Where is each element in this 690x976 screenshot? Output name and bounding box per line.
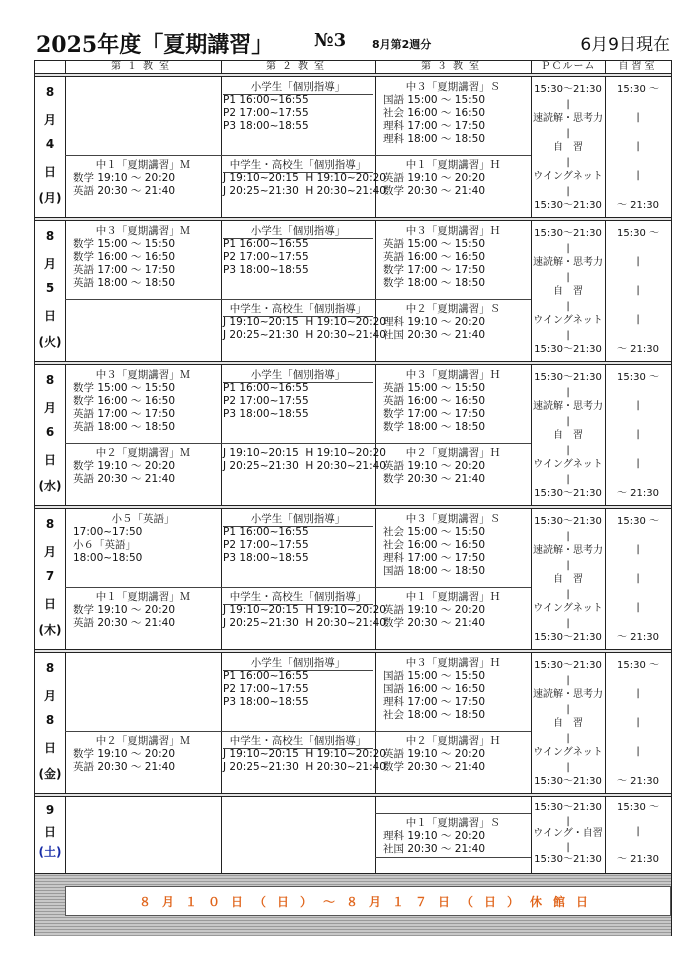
inner-rule: [223, 316, 373, 317]
continuation-mark: |: [636, 458, 640, 469]
pc-room-item: 15:30～21:30: [534, 776, 602, 787]
continuation-mark: |: [636, 746, 640, 757]
session-time: 数学 17:00 ～ 17:50: [383, 408, 486, 420]
closed-period-box: [65, 886, 671, 916]
inner-rule: [223, 382, 373, 383]
session-time: 英語 19:10 ～ 20:20: [383, 460, 486, 472]
pc-room-item: ウイングネット: [533, 459, 603, 470]
day-char: 8: [45, 229, 55, 243]
day-char: 月: [43, 689, 56, 703]
session-time: 理科 19:10 ～ 20:20: [383, 830, 486, 842]
continuation-mark: |: [636, 112, 640, 123]
session-time: J 19:10~20:15 H 19:10~20:20: [223, 604, 386, 616]
continuation-mark: |: [636, 285, 640, 296]
session-time: 社会 16:00 ～ 16:50: [383, 107, 486, 119]
session-time: 国語 16:00 ～ 16:50: [383, 683, 486, 695]
session-time: P1 16:00~16:55: [223, 94, 309, 106]
session-title: 中２「夏期講習」Ｍ: [95, 735, 191, 747]
session-title: 中学生・高校生「個別指導」: [229, 735, 367, 747]
session-time: 国語 15:00 ～ 15:50: [383, 670, 486, 682]
continuation-mark: |: [636, 256, 640, 267]
session-time: J 20:25~21:30 H 20:30~21:40: [223, 617, 386, 629]
as-of-date: 6月9日現在: [580, 35, 670, 55]
schedule-table: [34, 60, 672, 936]
study-room-time: ～ 21:30: [617, 776, 659, 787]
pc-room-item: 15:30～21:30: [534, 660, 602, 671]
page-header: [36, 26, 672, 62]
weekday: (金): [38, 767, 62, 781]
day-label: [35, 363, 65, 503]
session-title: 中３「夏期講習」Ｍ: [95, 225, 191, 237]
pc-room-item: 自 習: [553, 718, 583, 729]
session-time: P3 18:00~18:55: [223, 696, 309, 708]
page-title: 2025年度「夏期講習」: [36, 32, 274, 58]
session-time: P2 17:00~17:55: [223, 539, 309, 551]
session-time: 理科 17:00 ～ 17:50: [383, 120, 486, 132]
continuation-mark: |: [566, 329, 570, 341]
day-char: 日: [43, 741, 56, 755]
session-time: P1 16:00~16:55: [223, 382, 309, 394]
day-separator: [35, 649, 671, 653]
session-time: 数学 17:00 ～ 17:50: [383, 264, 486, 276]
session-time: 英語 17:00 ～ 17:50: [73, 264, 176, 276]
session-time: 理科 19:10 ～ 20:20: [383, 316, 486, 328]
continuation-mark: |: [566, 732, 570, 744]
session-title: 中１「夏期講習」Ｈ: [405, 159, 501, 171]
pc-room-item: ウイングネット: [533, 171, 603, 182]
session-time: P1 16:00~16:55: [223, 238, 309, 250]
day-label: [35, 651, 65, 791]
study-room-time: 15:30 ～: [617, 372, 659, 383]
study-room-time: 15:30 ～: [617, 660, 659, 671]
session-time: 17:00~17:50: [73, 526, 143, 538]
session-title: 中２「夏期講習」Ｓ: [405, 303, 501, 315]
session-title: 小学生「個別指導」: [250, 657, 346, 669]
day-char: 日: [43, 825, 56, 839]
closed-period-notice: ８月１０日（日）～８月１７日（日）休館日: [138, 895, 599, 909]
continuation-mark: |: [636, 170, 640, 181]
session-divider: [65, 299, 221, 300]
column-divider: [65, 61, 66, 873]
session-title: 中３「夏期講習」Ｈ: [405, 369, 501, 381]
session-time: 英語 20:30 ～ 21:40: [73, 473, 176, 485]
day-char: 8: [45, 713, 55, 727]
session-time: 英語 20:30 ～ 21:40: [73, 761, 176, 773]
weekday: (木): [38, 623, 62, 637]
session-time: 英語 16:00 ～ 16:50: [383, 395, 486, 407]
continuation-mark: |: [566, 473, 570, 485]
continuation-mark: |: [636, 400, 640, 411]
pc-room-item: 15:30～21:30: [534, 84, 602, 95]
day-label: [35, 507, 65, 647]
session-time: 英語 18:00 ～ 18:50: [73, 277, 176, 289]
session-time: 英語 19:10 ～ 20:20: [383, 172, 486, 184]
pc-room-item: 15:30～21:30: [534, 228, 602, 239]
day-separator: [35, 361, 671, 365]
day-char: 日: [43, 309, 56, 323]
pc-room-item: 速読解・思考力: [533, 113, 603, 124]
continuation-mark: |: [636, 688, 640, 699]
pc-room-item: ウイングネット: [533, 747, 603, 758]
session-time: J 20:25~21:30 H 20:30~21:40: [223, 329, 386, 341]
session-divider: [221, 587, 375, 588]
weekday: (土): [38, 845, 62, 859]
day-char: 5: [45, 281, 55, 295]
session-time: P1 16:00~16:55: [223, 526, 309, 538]
session-time: P3 18:00~18:55: [223, 408, 309, 420]
session-divider: [375, 155, 531, 156]
pc-room-item: 自 習: [553, 142, 583, 153]
session-time: 理科 17:00 ～ 17:50: [383, 552, 486, 564]
session-time: 英語 17:00 ～ 17:50: [73, 408, 176, 420]
session-title: 中２「夏期講習」Ｍ: [95, 447, 191, 459]
continuation-mark: |: [566, 703, 570, 715]
study-room-time: 15:30 ～: [617, 228, 659, 239]
session-divider: [221, 443, 375, 444]
pc-room-item: 速読解・思考力: [533, 689, 603, 700]
continuation-mark: |: [566, 98, 570, 110]
session-time: 英語 20:30 ～ 21:40: [73, 185, 176, 197]
continuation-mark: |: [636, 826, 640, 837]
day-char: 6: [45, 425, 55, 439]
study-room-time: ～ 21:30: [617, 488, 659, 499]
session-time: 社会 15:00 ～ 15:50: [383, 526, 486, 538]
session-time: 英語 15:00 ～ 15:50: [383, 238, 486, 250]
study-room-time: 15:30 ～: [617, 802, 659, 813]
column-header-pc-room: ＰＣルーム: [531, 61, 605, 74]
study-room-time: ～ 21:30: [617, 632, 659, 643]
session-title: 小学生「個別指導」: [250, 513, 346, 525]
continuation-mark: |: [566, 588, 570, 600]
day-label: [35, 219, 65, 359]
session-time: 英語 16:00 ～ 16:50: [383, 251, 486, 263]
column-header-room3: 第３教室: [375, 61, 531, 74]
day-char: 4: [45, 137, 55, 151]
session-time: 数学 18:00 ～ 18:50: [383, 277, 486, 289]
session-time: 数学 20:30 ～ 21:40: [383, 185, 486, 197]
session-time: 国語 18:00 ～ 18:50: [383, 565, 486, 577]
session-title: 小学生「個別指導」: [250, 81, 346, 93]
continuation-mark: |: [566, 761, 570, 773]
study-room-time: 15:30 ～: [617, 516, 659, 527]
continuation-mark: |: [566, 415, 570, 427]
session-time: 数学 20:30 ～ 21:40: [383, 617, 486, 629]
session-time: P2 17:00~17:55: [223, 683, 309, 695]
pc-room-item: 15:30～21:30: [534, 632, 602, 643]
pc-room-item: 15:30～21:30: [534, 802, 602, 813]
session-title: 中学生・高校生「個別指導」: [229, 591, 367, 603]
session-time: 社国 20:30 ～ 21:40: [383, 843, 486, 855]
session-time: 数学 19:10 ～ 20:20: [73, 172, 176, 184]
day-char: 9: [45, 803, 55, 817]
session-title: 中３「夏期講習」Ｈ: [405, 225, 501, 237]
study-room-time: ～ 21:30: [617, 854, 659, 865]
session-time: 数学 16:00 ～ 16:50: [73, 251, 176, 263]
day-char: 日: [43, 597, 56, 611]
weekday: (月): [38, 191, 62, 205]
session-time: P2 17:00~17:55: [223, 107, 309, 119]
continuation-mark: |: [566, 530, 570, 542]
pc-room-item: 自 習: [553, 574, 583, 585]
session-title: 中３「夏期講習」Ｍ: [95, 369, 191, 381]
session-time: 社会 16:00 ～ 16:50: [383, 539, 486, 551]
session-time: 数学 15:00 ～ 15:50: [73, 238, 176, 250]
session-time: 英語 19:10 ～ 20:20: [383, 748, 486, 760]
pc-room-item: 15:30～21:30: [534, 488, 602, 499]
day-char: 月: [43, 113, 56, 127]
day-char: 8: [45, 373, 55, 387]
session-time: P2 17:00~17:55: [223, 251, 309, 263]
weekday: (水): [38, 479, 62, 493]
continuation-mark: |: [566, 127, 570, 139]
session-divider: [221, 731, 375, 732]
continuation-mark: |: [566, 559, 570, 571]
session-title: 中２「夏期講習」Ｈ: [405, 447, 501, 459]
inner-rule: [223, 238, 373, 239]
session-time: 社会 18:00 ～ 18:50: [383, 709, 486, 721]
session-divider: [375, 443, 531, 444]
session-title: 中学生・高校生「個別指導」: [229, 303, 367, 315]
session-divider: [65, 587, 221, 588]
session-title: J 19:10~20:15 H 19:10~20:20: [223, 447, 386, 459]
continuation-mark: |: [636, 602, 640, 613]
session-divider: [221, 299, 375, 300]
session-title: 中３「夏期講習」Ｓ: [405, 513, 501, 525]
day-char: 月: [43, 545, 56, 559]
week-subtitle: 8月第2週分: [372, 38, 432, 51]
session-time: P3 18:00~18:55: [223, 120, 309, 132]
session-time: P3 18:00~18:55: [223, 552, 309, 564]
session-time: 数学 20:30 ～ 21:40: [383, 761, 486, 773]
study-room-time: 15:30 ～: [617, 84, 659, 95]
pc-room-item: ウイング・自習: [533, 828, 603, 839]
continuation-mark: |: [636, 544, 640, 555]
session-time: 理科 17:00 ～ 17:50: [383, 696, 486, 708]
continuation-mark: |: [636, 717, 640, 728]
column-header-study-room: 自習室: [605, 61, 671, 74]
column-header-room2: 第２教室: [221, 61, 375, 74]
session-time: 小６「英語」: [73, 539, 136, 551]
session-title: 小５「英語」: [111, 513, 175, 525]
session-title: 中３「夏期講習」Ｓ: [405, 81, 501, 93]
pc-room-item: 15:30～21:30: [534, 200, 602, 211]
session-time: 数学 18:00 ～ 18:50: [383, 421, 486, 433]
session-time: 数学 19:10 ～ 20:20: [73, 460, 176, 472]
day-separator: [35, 505, 671, 509]
continuation-mark: |: [566, 300, 570, 312]
inner-rule: [223, 670, 373, 671]
session-time: 数学 15:00 ～ 15:50: [73, 382, 176, 394]
pc-room-item: 自 習: [553, 286, 583, 297]
continuation-mark: |: [636, 573, 640, 584]
session-divider: [375, 813, 531, 814]
continuation-mark: |: [566, 842, 570, 853]
inner-rule: [223, 172, 373, 173]
inner-rule: [223, 748, 373, 749]
closed-period-band: [35, 873, 671, 936]
session-time: P2 17:00~17:55: [223, 395, 309, 407]
session-divider: [375, 857, 531, 858]
continuation-mark: |: [566, 617, 570, 629]
pc-room-item: ウイングネット: [533, 315, 603, 326]
continuation-mark: |: [566, 271, 570, 283]
continuation-mark: |: [566, 674, 570, 686]
pc-room-item: 自 習: [553, 430, 583, 441]
day-char: 8: [45, 85, 55, 99]
column-header-room1: 第１教室: [65, 61, 221, 74]
day-char: 7: [45, 569, 55, 583]
session-time: 数学 16:00 ～ 16:50: [73, 395, 176, 407]
session-time: P3 18:00~18:55: [223, 264, 309, 276]
continuation-mark: |: [636, 141, 640, 152]
session-time: 理科 18:00 ～ 18:50: [383, 133, 486, 145]
day-char: 8: [45, 661, 55, 675]
session-time: P1 16:00~16:55: [223, 670, 309, 682]
pc-room-item: 15:30～21:30: [534, 854, 602, 865]
continuation-mark: |: [566, 386, 570, 398]
day-separator: [35, 217, 671, 221]
day-char: 月: [43, 401, 56, 415]
session-time: 英語 18:00 ～ 18:50: [73, 421, 176, 433]
session-time: 18:00~18:50: [73, 552, 143, 564]
day-char: 日: [43, 453, 56, 467]
pc-room-item: 15:30～21:30: [534, 344, 602, 355]
session-title: 中１「夏期講習」Ｓ: [405, 817, 501, 829]
session-divider: [221, 155, 375, 156]
session-title: 中２「夏期講習」Ｈ: [405, 735, 501, 747]
session-divider: [375, 731, 531, 732]
session-title: 小学生「個別指導」: [250, 369, 346, 381]
session-time: J 19:10~20:15 H 19:10~20:20: [223, 172, 386, 184]
continuation-mark: |: [566, 444, 570, 456]
session-title: 中１「夏期講習」Ｍ: [95, 591, 191, 603]
session-title: 中１「夏期講習」Ｍ: [95, 159, 191, 171]
pc-room-item: 速読解・思考力: [533, 545, 603, 556]
pc-room-item: 15:30～21:30: [534, 372, 602, 383]
session-time: 数学 20:30 ～ 21:40: [383, 473, 486, 485]
session-time: 英語 15:00 ～ 15:50: [383, 382, 486, 394]
session-time: J 20:25~21:30 H 20:30~21:40: [223, 185, 386, 197]
session-time: J 20:25~21:30 H 20:30~21:40: [223, 761, 386, 773]
session-time: 社国 20:30 ～ 21:40: [383, 329, 486, 341]
day-label: [35, 75, 65, 215]
session-divider: [375, 587, 531, 588]
session-time: 数学 19:10 ～ 20:20: [73, 604, 176, 616]
session-title: 中学生・高校生「個別指導」: [229, 159, 367, 171]
day-separator: [35, 793, 671, 797]
session-divider: [375, 299, 531, 300]
study-room-time: ～ 21:30: [617, 344, 659, 355]
day-char: 月: [43, 257, 56, 271]
session-divider: [65, 731, 221, 732]
session-time: J 19:10~20:15 H 19:10~20:20: [223, 316, 386, 328]
inner-rule: [223, 604, 373, 605]
weekday: (火): [38, 335, 62, 349]
issue-number: №3: [314, 30, 347, 51]
continuation-mark: |: [636, 429, 640, 440]
session-time: 英語 20:30 ～ 21:40: [73, 617, 176, 629]
day-separator: [35, 73, 671, 77]
session-time: J 19:10~20:15 H 19:10~20:20: [223, 748, 386, 760]
pc-room-item: 速読解・思考力: [533, 257, 603, 268]
continuation-mark: |: [566, 156, 570, 168]
pc-room-item: 速読解・思考力: [533, 401, 603, 412]
session-title: 小学生「個別指導」: [250, 225, 346, 237]
inner-rule: [223, 94, 373, 95]
study-room-time: ～ 21:30: [617, 200, 659, 211]
inner-rule: [223, 526, 373, 527]
session-time: J 20:25~21:30 H 20:30~21:40: [223, 460, 386, 472]
continuation-mark: |: [636, 314, 640, 325]
continuation-mark: |: [566, 185, 570, 197]
session-divider: [65, 155, 221, 156]
pc-room-item: 15:30～21:30: [534, 516, 602, 527]
session-title: 中１「夏期講習」Ｈ: [405, 591, 501, 603]
session-title: 中３「夏期講習」Ｈ: [405, 657, 501, 669]
pc-room-item: ウイングネット: [533, 603, 603, 614]
column-divider: [221, 61, 222, 873]
session-time: 数学 19:10 ～ 20:20: [73, 748, 176, 760]
continuation-mark: |: [566, 242, 570, 254]
day-char: 8: [45, 517, 55, 531]
day-char: 日: [43, 165, 56, 179]
continuation-mark: |: [566, 816, 570, 827]
session-divider: [65, 443, 221, 444]
session-time: 国語 15:00 ～ 15:50: [383, 94, 486, 106]
day-label-saturday: [35, 795, 65, 869]
session-time: 英語 19:10 ～ 20:20: [383, 604, 486, 616]
